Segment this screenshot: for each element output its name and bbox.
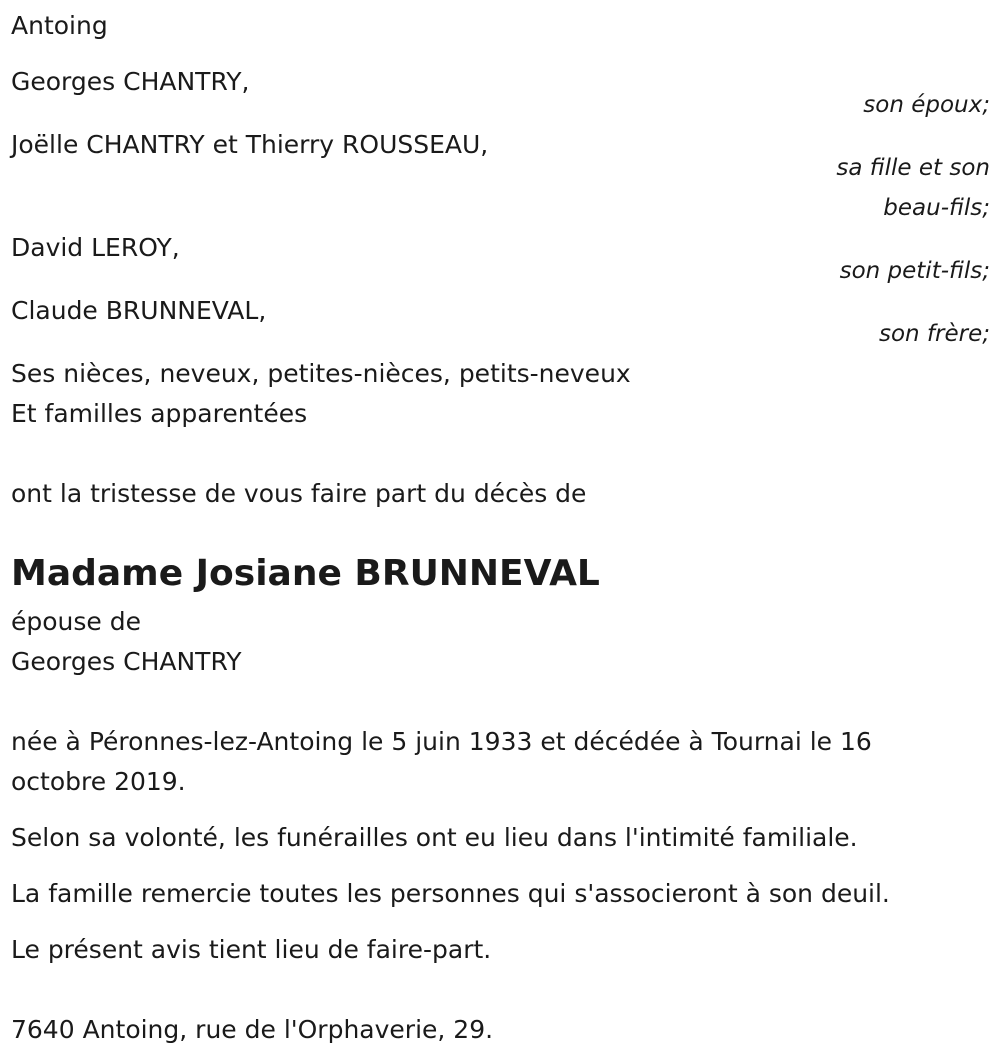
extended-family-line1: Ses nièces, neveux, petites-nièces, petits-neveux — [11, 359, 631, 388]
extended-family-line2: Et familles apparentées — [11, 399, 308, 428]
deceased-name: Madame Josiane BRUNNEVAL — [11, 553, 600, 594]
funeral-note: Selon sa volonté, les funérailles ont eu lieu dans l'intimité familiale. — [11, 823, 858, 852]
relation-daughter-line1: sa fille et son — [836, 155, 990, 181]
family-member-grandson: David LEROY, — [11, 233, 180, 262]
family-member-daughter: Joëlle CHANTRY et Thierry ROUSSEAU, — [11, 130, 489, 159]
family-member-brother: Claude BRUNNEVAL, — [11, 296, 267, 325]
relation-brother: son frère; — [878, 321, 990, 347]
family-member-spouse: Georges CHANTRY, — [11, 67, 250, 96]
spouse-name: Georges CHANTRY — [11, 647, 242, 676]
relation-spouse: son époux; — [863, 92, 990, 118]
notice-note: Le présent avis tient lieu de faire-part. — [11, 935, 492, 964]
announcement: ont la tristesse de vous faire part du décès de — [11, 479, 587, 508]
relation-daughter-line2: beau-fils; — [883, 195, 990, 221]
locality: Antoing — [11, 11, 108, 40]
relation-grandson: son petit-fils; — [839, 258, 990, 284]
thanks-note: La famille remercie toutes les personnes qui s'associeront à son deuil. — [11, 879, 890, 908]
spouse-label: épouse de — [11, 607, 141, 636]
birth-death-info: née à Péronnes-lez-Antoing le 5 juin 1933 et décédée à Tournai le 16 octobre 2019. — [11, 727, 872, 796]
address: 7640 Antoing, rue de l'Orphaverie, 29. — [11, 1015, 494, 1044]
